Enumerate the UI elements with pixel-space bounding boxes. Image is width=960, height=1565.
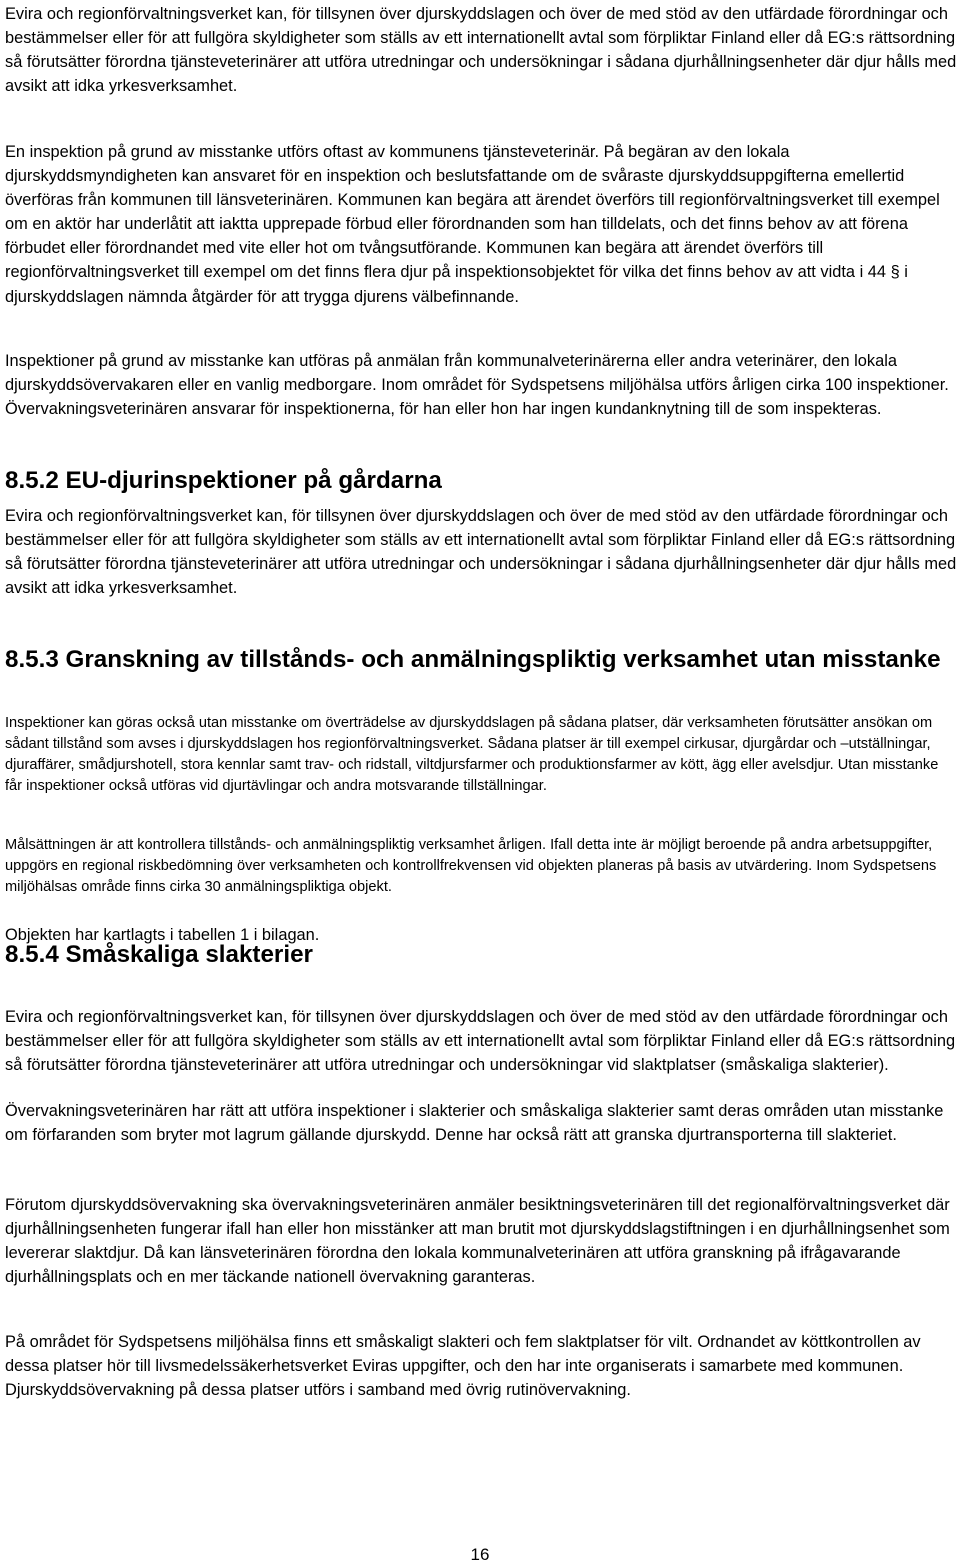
paragraph-inspection-suspicion: En inspektion på grund av misstanke utförs oftast av kommunens tjänsteveterinär. På begäran av den lokala djurskyddsmyndigheten kan ansvaret för en inspektion och beslutsfattande om de svåraste djurskyddsuppgifterna emellertid överföras från kommunen till länsveterinären. Kommunen kan begära att ärendet överförs till regionförvaltningsverket till exempel om en aktör har underlåtit att iaktta upprepade förbud eller förordnanden som han tilldelats, och det finns behov av att förena förbudet eller förordnandet med vite eller hot om tvångsutförande. Kommunen kan begära att ärendet överförs till regionförvaltningsverket till exempel om det finns flera djur på inspektionsobjektet för vilka det finns behov av att vidta i 44 § i djurskyddslagen nämnda åtgärder för att trygga djurens välbefinnande.: [5, 143, 940, 306]
paragraph-table-reference: Objekten har kartlagts i tabellen 1 i bilagan.: [5, 926, 320, 944]
paragraph-permit-inspections: Inspektioner kan göras också utan misstanke om överträdelse av djurskyddslagen på sådana platser, där verksamheten förutsätter ansökan om sådant tillstånd som avses i djurskyddslagen hos regionförvaltningsverket. Sådana platser är till exempel cirkusar, djurgårdar och –utställningar, djuraffärer, smådjurshotell, stora kennlar samt trav- och ridstall, viltdjursfarmer och produktionsfarmer av kött, ägg eller avelsdjur. Utan misstanke får inspektioner också utföras vid djurtävlingar och andra motsvarande tillställningar.: [5, 715, 939, 794]
paragraph-slaughterhouses-evira: Evira och regionförvaltningsverket kan, för tillsynen över djurskyddslagen och över de med stöd av den utfärdade förordningar och bestämmelser eller för att fullgöra skyldigheter som ställs av ett internationellt avtal som förpliktar Finland eller då EG:s rättsordning så förutsätter förordna tjänsteveterinärer att utföra utredningar och undersökningar vid slaktplatser (småskaliga slakterier).: [5, 1008, 956, 1075]
paragraph-evira-intro: Evira och regionförvaltningsverket kan, för tillsynen över djurskyddslagen och över de med stöd av den utfärdade förordningar och bestämmelser eller för att fullgöra skyldigheter som ställs av ett internationellt avtal som förpliktar Finland eller då EG:s rättsordning så förutsätter förordna tjänsteveterinärer att utföra utredningar och undersökningar i sådana djurhållningsenheter där djur hålls med avsikt att idka yrkesverksamhet.: [5, 5, 957, 96]
paragraph-eu-inspections: Evira och regionförvaltningsverket kan, för tillsynen över djurskyddslagen och över de med stöd av den utfärdade förordningar och bestämmelser eller för att fullgöra skyldigheter som ställs av ett internationellt avtal som förpliktar Finland eller då EG:s rättsordning så förutsätter förordna tjänsteveterinärer att utföra utredningar och undersökningar i sådana djurhållningsenheter där djur hålls med avsikt att idka yrkesverksamhet.: [5, 507, 957, 598]
paragraph-inspection-reports: Inspektioner på grund av misstanke kan utföras på anmälan från kommunalveterinärerna eller andra veterinärer, den lokala djurskyddsövervakaren eller en vanlig medborgare. Inom området för Sydspetsens miljöhälsa utförs årligen cirka 100 inspektioner. Övervakningsveterinären ansvarar för inspektionerna, för han eller hon har ingen kundanknytning till de som inspekteras.: [5, 352, 949, 419]
paragraph-objectives: Målsättningen är att kontrollera tillstånds- och anmälningspliktig verksamhet årligen. Ifall detta inte är möjligt beroende på andra arbetsuppgifter, uppgörs en regional riskbedömning över verksamheten och kontrollfrekvensen vid objekten planeras på basis av utvärdering. Inom Sydspetsens miljöhälsas område finns cirka 30 anmälningspliktiga objekt.: [5, 837, 937, 895]
heading-8-5-4: 8.5.4 Småskaliga slakterier: [5, 941, 313, 968]
heading-8-5-3: 8.5.3 Granskning av tillstånds- och anmälningspliktig verksamhet utan misstanke: [5, 646, 941, 673]
paragraph-reporting: Förutom djurskyddsövervakning ska övervakningsveterinären anmäler besiktningsveterinären till det regionalförvaltningsverket där djurhållningsenheten fungerar ifall han eller hon misstänker att man brutit mot djurskyddslagstiftningen i en djurhållningsenhet som levererar slaktdjur. Då kan länsveterinären förordna den lokala kommunalveterinären att utföra granskning på ifrågavarande djurhållningsplats och en mer täckande nationell övervakning garanteras.: [5, 1196, 950, 1287]
paragraph-sydspetsen-slaughter: På området för Sydspetsens miljöhälsa finns ett småskaligt slakteri och fem slaktplatser för vilt. Ordnandet av köttkontrollen av dessa platser hör till livsmedelssäkerhetsverket Eviras uppgifter, och den har inte organiserats i samarbete med kommunen. Djurskyddsövervakning på dessa platser utförs i samband med övrig rutinövervakning.: [5, 1333, 921, 1400]
heading-8-5-2: 8.5.2 EU-djurinspektioner på gårdarna: [5, 467, 442, 494]
page-number: 16: [470, 1545, 490, 1564]
paragraph-vet-rights: Övervakningsveterinären har rätt att utföra inspektioner i slakterier och småskaliga slakterier samt deras områden utan misstanke om förfaranden som bryter mot lagrum gällande djurskydd. Denne har också rätt att granska djurtransporterna till slakteriet.: [5, 1102, 944, 1145]
